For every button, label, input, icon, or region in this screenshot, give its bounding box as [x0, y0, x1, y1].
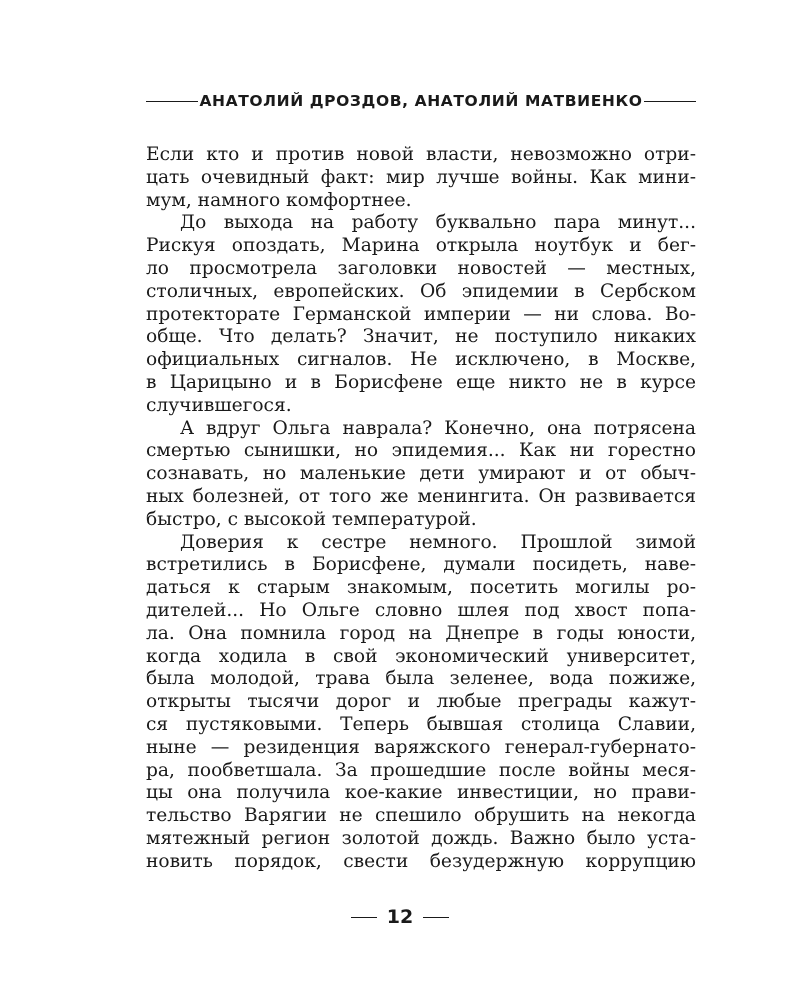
text-line: ных болезней, от того же менингита. Он развивается: [146, 485, 696, 507]
text-line: Если кто и против новой власти, невозможно отри-: [146, 144, 696, 165]
text-line: цы она получила кое-какие инвестиции, но прави-: [146, 782, 696, 804]
header-right-rule: [644, 101, 696, 102]
text-line: быстро, с высокой температурой.: [146, 508, 477, 530]
text-line: ло просмотрела заголовки новостей — местных,: [146, 257, 696, 279]
text-line: встретились в Борисфене, думали посидеть, наве-: [146, 554, 696, 576]
text-line: столичных, европейских. Об эпидемии в Сербском: [146, 280, 696, 302]
page-number: 12: [386, 906, 414, 928]
text-line: смертью сынишки, но эпидемия... Как ни горестно: [146, 440, 696, 462]
body-text: [146, 144, 696, 874]
running-header-title: АНАТОЛИЙ ДРОЗДОВ, АНАТОЛИЙ МАТВИЕНКО: [199, 92, 643, 110]
text-line: А вдруг Ольга наврала? Конечно, она потрясена: [180, 417, 696, 439]
text-line: случившегося.: [146, 394, 292, 416]
text-line: дителей... Но Ольге словно шлея под хвост попа-: [146, 599, 696, 621]
text-line: даться к старым знакомым, посетить могилы ро-: [146, 577, 696, 599]
header-left-rule: [146, 101, 198, 102]
page-footer: [0, 906, 800, 928]
footer-right-dash: [423, 917, 449, 918]
text-line: когда ходила в свой экономический университет,: [146, 645, 696, 667]
text-line: Доверия к сестре немного. Прошлой зимой: [180, 531, 696, 553]
text-line: цать очевидный факт: мир лучше войны. Как мини-: [146, 166, 696, 188]
text-line: Рискуя опоздать, Марина открыла ноутбук и бег-: [146, 235, 696, 257]
text-line: официальных сигналов. Не исключено, в Москве,: [146, 349, 696, 371]
text-line: сознавать, но маленькие дети умирают и от обыч-: [146, 463, 696, 485]
text-line: в Царицыно и в Борисфене еще никто не в курсе: [146, 371, 696, 393]
text-line: мятежный регион золотой дождь. Важно было уста-: [146, 827, 696, 849]
text-line: До выхода на работу буквально пара минут...: [180, 212, 696, 234]
text-line: открыты тысячи дорог и любые преграды кажут-: [146, 691, 696, 713]
text-line: ла. Она помнила город на Днепре в годы юности,: [146, 622, 696, 644]
text-line: протекторате Германской империи — ни слова. Во-: [146, 303, 696, 325]
text-line: новить порядок, свести безудержную коррупцию: [146, 850, 696, 872]
text-line: обще. Что делать? Значит, не поступило никаких: [146, 326, 696, 348]
footer-left-dash: [351, 917, 377, 918]
text-line: мум, намного комфортнее.: [146, 189, 412, 211]
text-line: ныне — резиденция варяжского генерал-губернато-: [146, 736, 696, 758]
text-line: ра, пообветшала. За прошедшие после войны меся-: [146, 759, 696, 781]
text-line: тельство Варягии не спешило обрушить на некогда: [146, 805, 696, 827]
running-header: [146, 89, 696, 113]
text-line: ся пустяковыми. Теперь бывшая столица Славии,: [146, 713, 696, 735]
text-line: была молодой, трава была зеленее, вода пожиже,: [146, 668, 696, 690]
